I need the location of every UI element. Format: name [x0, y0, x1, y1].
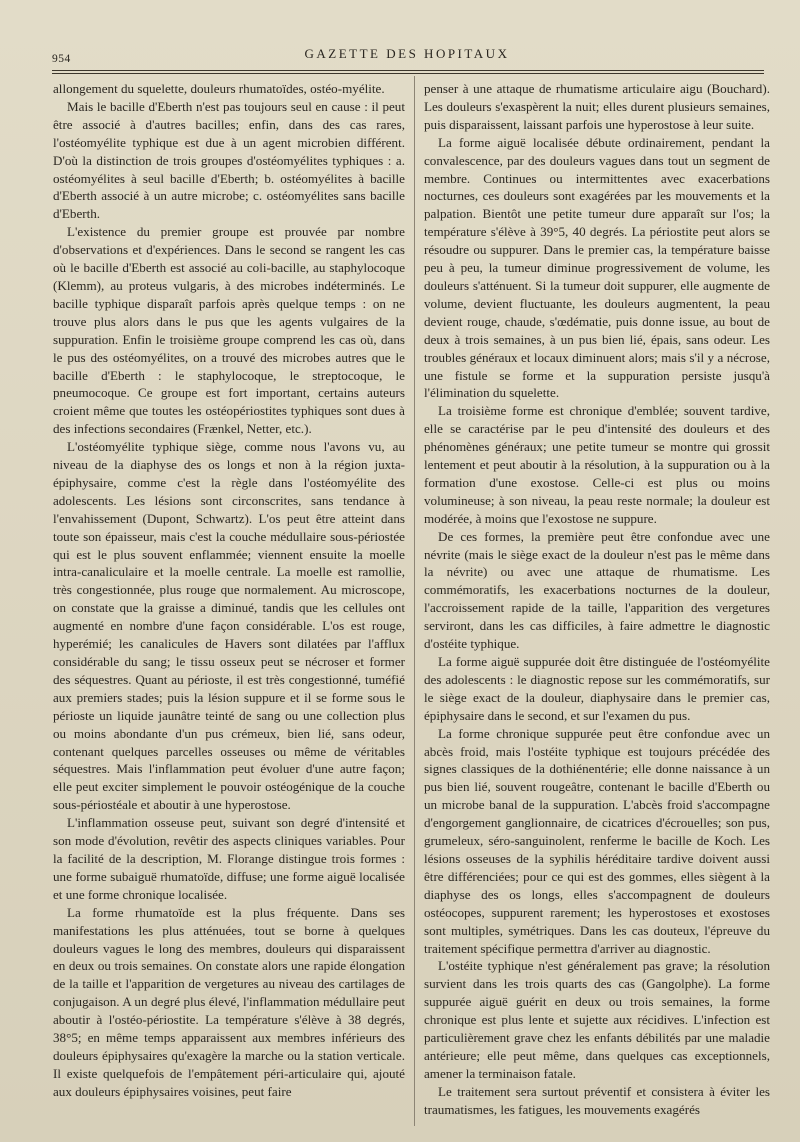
paragraph: De ces formes, la première peut être confondue avec une névrite (mais le siège exact de la douleur n'est pas le même dans la névrite) ou avec une attaque de rhumatisme. Les commémoratifs, les exacerbations nocturnes de la douleur, l'accroissement rapide de la taille, l'apparition des vergetures serviront, dans les cas difficiles, à faire admettre le diagnostic d'ostéite typhique. [424, 528, 770, 652]
paragraph: La forme rhumatoïde est la plus fréquente. Dans ses manifestations les plus atténuées, tout se borne à quelques douleurs vagues le long des membres, douleurs qui disparaissent en deux ou trois semaines. On constate alors une rapide élongation de la taille et l'apparition de vergetures au niveau des cartilages de conjugaison. A un degré plus élevé, l'inflammation médullaire peut aboutir à l'ostéo-périostite. La température s'élève à 38 degrés, 38°5; en même temps apparaissent aux membres inférieurs des douleurs épiphysaires qu'exagère la marche ou la station verticale. Il existe quelquefois de l'empâtement péri-articulaire qui, ajouté aux douleurs épiphysaires voisines, peut faire [53, 904, 405, 1099]
paragraph: L'existence du premier groupe est prouvée par nombre d'observations et d'expériences. Dans le second se rangent les cas où le bacille d'Eberth est associé au coli-bacille, au staphylocoque (Klemm), au proteus vulgaris, à des microbes indéterminés. Le bacille typhique disparaît parfois après quelque temps : on ne trouve plus alors dans le pus que les agents vulgaires de la suppuration. Enfin le troisième groupe comprend les cas où, dans le pus des ostéomyélites, on a trouvé des microbes autres que le bacille d'Eberth : le staphylocoque, le streptocoque, le pneumocoque. Ce groupe est fort important, certains auteurs croient même que toutes les ostéopériostites typhiques sont dues à des infections secondaires (Frænkel, Netter, etc.). [53, 224, 405, 437]
journal-title: GAZETTE DES HOPITAUX [304, 46, 510, 61]
paragraph: L'ostéite typhique n'est généralement pas grave; la résolution survient dans les trois quarts des cas (Gangolphe). La forme suppurée aiguë guérit en deux ou trois semaines, la forme chronique est plus lente et sujette aux récidives. L'infection est particulièrement grave chez les enfants débilités par une maladie antérieure; elle peut même, dans quelques cas exceptionnels, amener la terminaison fatale. [424, 958, 770, 1081]
paragraph: La forme aiguë suppurée doit être distinguée de l'ostéomyélite des adolescents : le diagnostic repose sur les commémoratifs, sur le siège exact de la douleur, diaphysaire dans le premier cas, épiphysaire dans le second, et sur l'examen du pus. [424, 654, 770, 723]
paragraph: penser à une attaque de rhumatisme articulaire aigu (Bouchard). Les douleurs s'exaspèrent la nuit; elles durent plusieurs semaines, puis disparaissent, laissant parfois une hyperostose à leur suite. [424, 81, 770, 132]
paragraph: Mais le bacille d'Eberth n'est pas toujours seul en cause : il peut être associé à d'autres bacilles; enfin, dans des cas rares, l'ostéomyélite typhique est due à un agent microbien différent. D'où la distinction de trois groupes d'ostéomyélites typhiques : a. ostéomyélites à seul bacille d'Eberth; b. ostéomyélites à bacille d'Eberth associé à un autre microbe; c. ostéomyélites sans bacille d'Eberth. [53, 98, 405, 222]
paragraph: La forme chronique suppurée peut être confondue avec un abcès froid, mais l'ostéite typhique est toujours précédée des signes classiques de la dothiénentérie; elle donne naissance à un pus bien lié, souvent rougeâtre, contenant le bacille d'Eberth ou un microbe banal de la suppuration. L'abcès froid s'accompagne d'engorgement ganglionnaire, de cicatrices d'écrouelles; son pus, grumeleux, séro-sanguinolent, renferme le bacille de Koch. Les lésions osseuses de la syphilis héréditaire tardive doivent aussi être différenciées; pour ce qui est des gommes, elles siègent à la diaphyse des os longs, elles s'accompagnent de douleurs ostéocopes, suppurent rarement; les hyperostoses et exostoses sont multiples, symétriques. Dans les cas douteux, l'épreuve du traitement spécifique permettra d'arriver au diagnostic. [424, 725, 770, 956]
page-header [52, 44, 762, 70]
paragraph: Le traitement sera surtout préventif et consistera à éviter les traumatismes, les fatigues, les mouvements exagérés [424, 1083, 770, 1117]
paragraph: La forme aiguë localisée débute ordinairement, pendant la convalescence, par des douleurs vagues dans tout un segment de membre. Continues ou intermittentes avec exacerbations nocturnes, ces douleurs sont exagérées par les mouvements et la palpation. Bientôt une petite tumeur dure apparaît sur l'os; la température s'élève à 39°5, 40 degrés. La périostite peut alors se résoudre ou suppurer. Dans le premier cas, la température baisse peu à peu, la tumeur diminue progressivement de volume, les douleurs s'atténuent. Si la tumeur doit suppurer, elle augmente de volume, devient fluctuante, les douleurs augmentent, la peau devient rouge, chaude, s'œdématie, puis donne issue, au bout de deux à trois semaines, à un pus bien lié, épais, sans odeur. Les troubles généraux et locaux diminuent alors; mais s'il y a nécrose, une fistule se forme et la suppuration persiste jusqu'à l'élimination du squelette. [424, 134, 770, 401]
header-rule-double [52, 73, 764, 74]
column-divider [414, 76, 415, 1126]
paragraph: La troisième forme est chronique d'emblée; souvent tardive, elle se caractérise par le peu d'intensité des douleurs et des phénomènes généraux; une petite tumeur se montre qui grossit lentement et peut aboutir à la résolution, à la suppuration ou à la formation d'une exostose. Celle-ci est plus ou moins volumineuse; à son niveau, la peau reste normale; la douleur est modérée, à moins que l'exostose ne suppure. [424, 403, 770, 526]
left-text-column [53, 80, 405, 1101]
page-number: 954 [52, 53, 71, 65]
header-rule [52, 70, 764, 71]
right-text-column [424, 80, 770, 1119]
paragraph: L'ostéomyélite typhique siège, comme nous l'avons vu, au niveau de la diaphyse des os longs et non à la région juxta-épiphysaire, comme c'est la règle dans l'ostéomyélite des adolescents. Les lésions sont circonscrites, sans tendance à l'envahissement (Dupont, Schwartz). L'os peut être atteint dans toute son épaisseur, mais c'est la couche médullaire sous-périostée qui est le plus souvent enflammée; viennent ensuite la moelle intra-canaliculaire et la moelle centrale. La moelle est ramollie, très congestionnée, plus rouge que normalement. Au microscope, on constate que la graisse a diminué, tandis que les cellules ont augmenté en nombre d'une façon considérable. L'os est rouge, hyperémié; les canalicules de Havers sont dilatées par l'afflux considérable du sang; le tissu osseux peut se nécroser et former des séquestres. Quant au périoste, il est très congestionné, tuméfié aux premiers stades; puis la lésion suppure et il se forme sous le périoste un liquide jaunâtre teinté de sang ou une collection plus ou moins abondante d'un pus crémeux, bien lié, sans odeur, contenant quelques parcelles osseuses ou même de véritables séquestres. Mais l'inflammation peut évoluer d'une autre façon; elle peut exciter simplement le pouvoir ostéogénique de la couche sous-périostéale et aboutir à une hyperostose. [53, 439, 405, 813]
paragraph: allongement du squelette, douleurs rhumatoïdes, ostéo-myélite. [53, 81, 385, 96]
paragraph: L'inflammation osseuse peut, suivant son degré d'intensité et son mode d'évolution, revêtir des aspects cliniques variables. Pour la facilité de la description, M. Florange distingue trois formes : une forme subaiguë rhumatoïde, diffuse; une forme aiguë localisée et une forme chronique localisée. [53, 815, 405, 902]
